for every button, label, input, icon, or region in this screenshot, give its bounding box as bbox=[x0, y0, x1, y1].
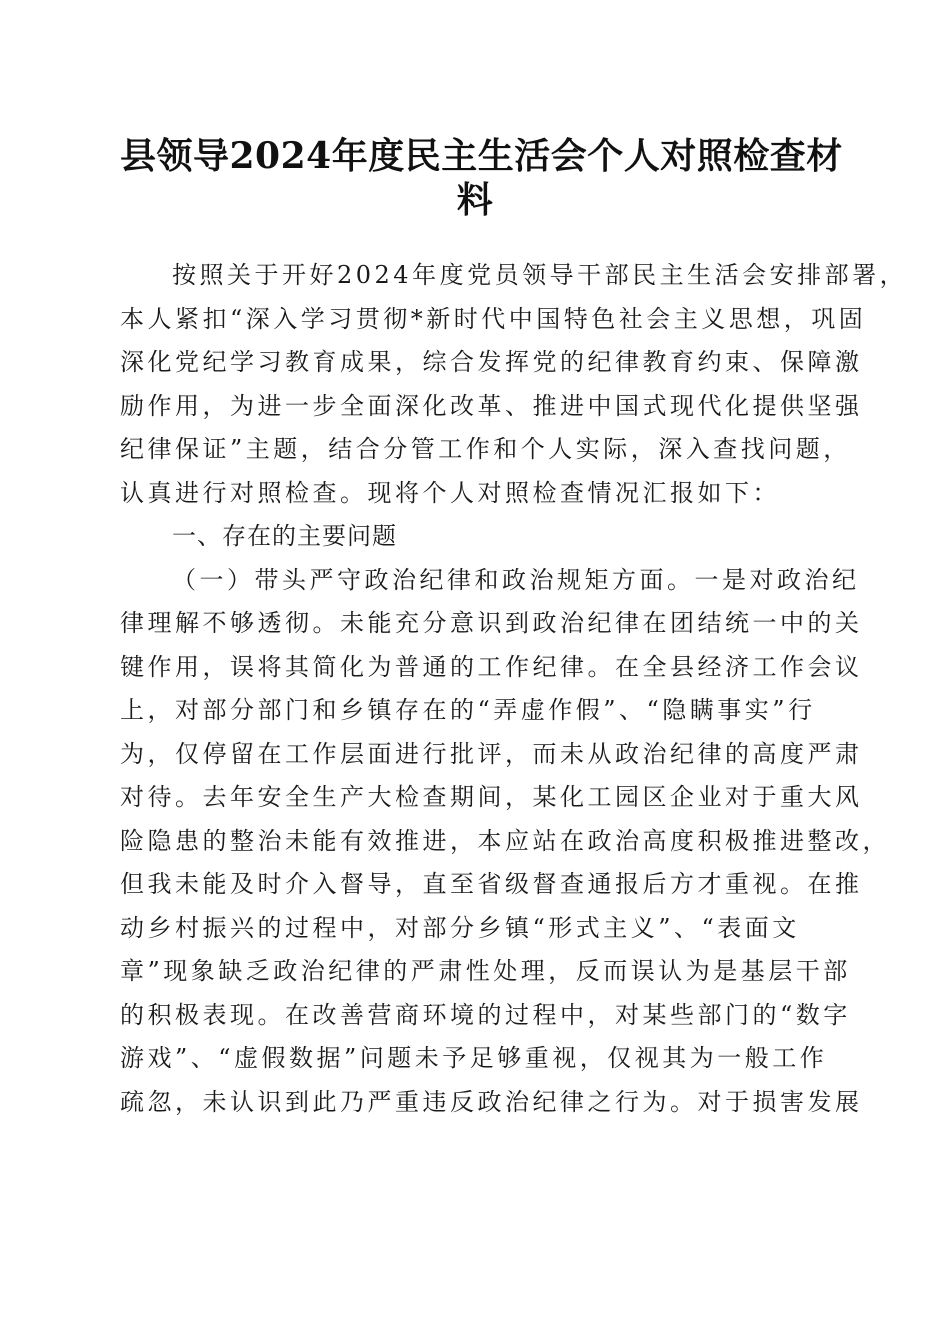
paragraph-line: 励作用，为进一步全面深化改革、推进中国式现代化提供坚强 bbox=[120, 391, 863, 420]
paragraph-line: 的积极表现。在改善营商环境的过程中，对某些部门的“数字 bbox=[120, 1000, 851, 1029]
paragraph-line: 律理解不够透彻。未能充分意识到政治纪律在团结统一中的关 bbox=[120, 609, 863, 637]
title-line: 县领导2024年度民主生活会个人对照检查材 bbox=[120, 135, 843, 177]
paragraph-line: 认真进行对照检查。现将个人对照检查情况汇报如下： bbox=[120, 478, 780, 507]
paragraph-line: 但我未能及时介入督导，直至省级督查通报后方才重视。在推 bbox=[120, 870, 863, 898]
paragraph-line: （一）带头严守政治纪律和政治规矩方面。一是对政治纪 bbox=[172, 565, 860, 594]
paragraph-line: 纪律保证”主题，结合分管工作和个人实际，深入查找问题， bbox=[120, 435, 851, 463]
paragraph-line: 上，对部分部门和乡镇存在的“弄虚作假”、“隐瞒事实”行 bbox=[120, 696, 816, 724]
paragraph-line: 深化党纪学习教育成果，综合发挥党的纪律教育约束、保障激 bbox=[120, 348, 863, 376]
paragraph-line: 险隐患的整治未能有效推进，本应站在政治高度积极推进整改， bbox=[120, 826, 890, 855]
paragraph-line: 疏忽，未认识到此乃严重违反政治纪律之行为。对于损害发展 bbox=[120, 1087, 863, 1116]
paragraph-line: 为，仅停留在工作层面进行批评，而未从政治纪律的高度严肃 bbox=[120, 739, 863, 768]
document-body bbox=[120, 254, 908, 1124]
paragraph-line: 对待。去年安全生产大检查期间，某化工园区企业对于重大风 bbox=[120, 783, 863, 811]
paragraph-line: 游戏”、“虚假数据”问题未予足够重视，仅视其为一般工作 bbox=[120, 1044, 828, 1072]
paragraph-line: 章”现象缺乏政治纪律的严肃性处理，反而误认为是基层干部 bbox=[120, 957, 851, 985]
paragraph-line: 键作用，误将其简化为普通的工作纪律。在全县经济工作会议 bbox=[120, 652, 863, 681]
document-title bbox=[120, 132, 843, 221]
paragraph-line: 本人紧扣“深入学习贯彻*新时代中国特色社会主义思想，巩固 bbox=[120, 304, 867, 333]
paragraph-line: 动乡村振兴的过程中，对部分乡镇“形式主义”、“表面文 bbox=[120, 913, 800, 942]
paragraph-line: 按照关于开好2024年度党员领导干部民主生活会安排部署， bbox=[172, 261, 908, 289]
section-heading: 一、存在的主要问题 bbox=[172, 522, 397, 550]
title-line: 料 bbox=[456, 178, 494, 221]
section-paragraph bbox=[120, 559, 890, 1125]
intro-paragraph bbox=[120, 254, 908, 515]
